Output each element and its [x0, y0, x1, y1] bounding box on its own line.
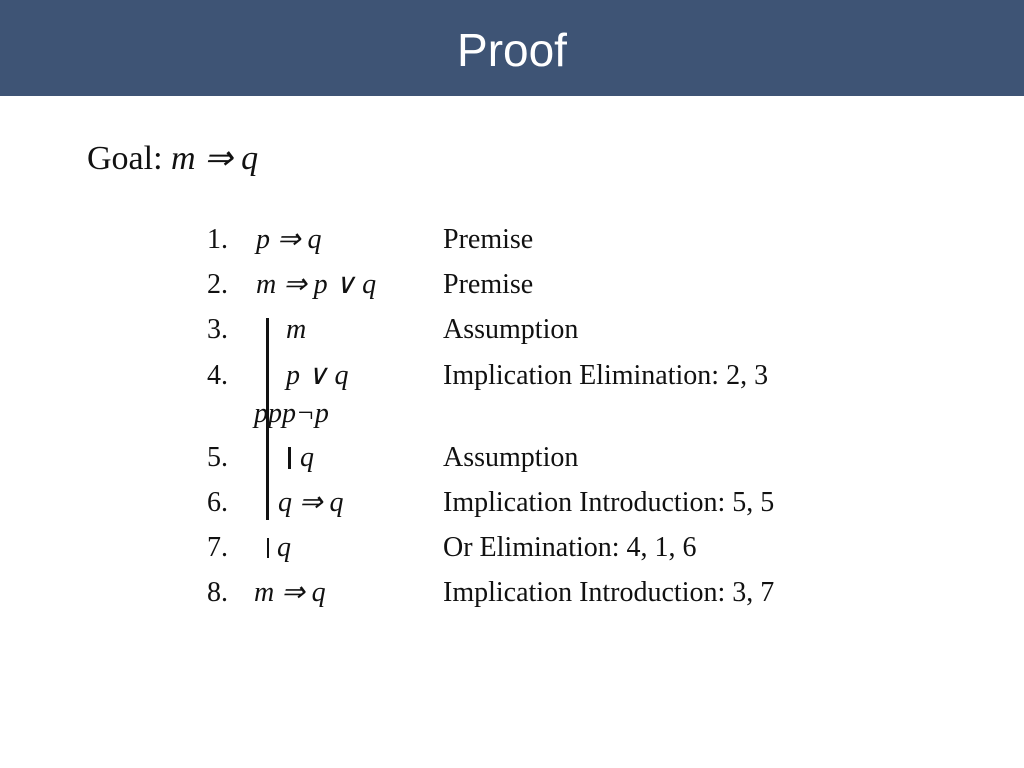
title-bar — [0, 0, 1024, 96]
goal-statement — [87, 138, 258, 178]
line-formula: m ⇒ q — [254, 577, 326, 608]
subproof-bar-inner — [288, 447, 291, 469]
line-number: 1. — [207, 224, 228, 255]
line-number: 5. — [207, 442, 228, 473]
line-formula: m ⇒ p ∨ q — [256, 269, 377, 300]
line-justification: Premise — [443, 224, 534, 255]
line-justification: Implication Introduction: 5, 5 — [443, 487, 775, 518]
line-number: 4. — [207, 360, 228, 391]
goal-label: Goal: — [87, 140, 163, 177]
line-formula: p ∨ q — [286, 360, 349, 391]
slide-title: Proof — [457, 24, 567, 76]
line-formula: p ⇒ q — [256, 224, 322, 255]
subproof-bar-final — [267, 538, 269, 558]
line-justification: Assumption — [443, 314, 579, 345]
stray-formula-text: ppp¬p — [254, 398, 329, 429]
line-number: 6. — [207, 487, 228, 518]
line-number: 8. — [207, 577, 228, 608]
line-justification: Assumption — [443, 442, 579, 473]
line-justification: Implication Elimination: 2, 3 — [443, 360, 769, 391]
line-formula: q — [277, 532, 291, 563]
line-justification: Implication Introduction: 3, 7 — [443, 577, 775, 608]
line-justification: Or Elimination: 4, 1, 6 — [443, 532, 697, 563]
line-formula: q — [300, 442, 314, 473]
line-formula: m — [286, 314, 307, 345]
line-number: 3. — [207, 314, 228, 345]
line-justification: Premise — [443, 269, 534, 300]
line-number: 2. — [207, 269, 228, 300]
line-formula: q ⇒ q — [278, 487, 344, 518]
line-number: 7. — [207, 532, 228, 563]
goal-formula: m ⇒ q — [171, 140, 259, 177]
